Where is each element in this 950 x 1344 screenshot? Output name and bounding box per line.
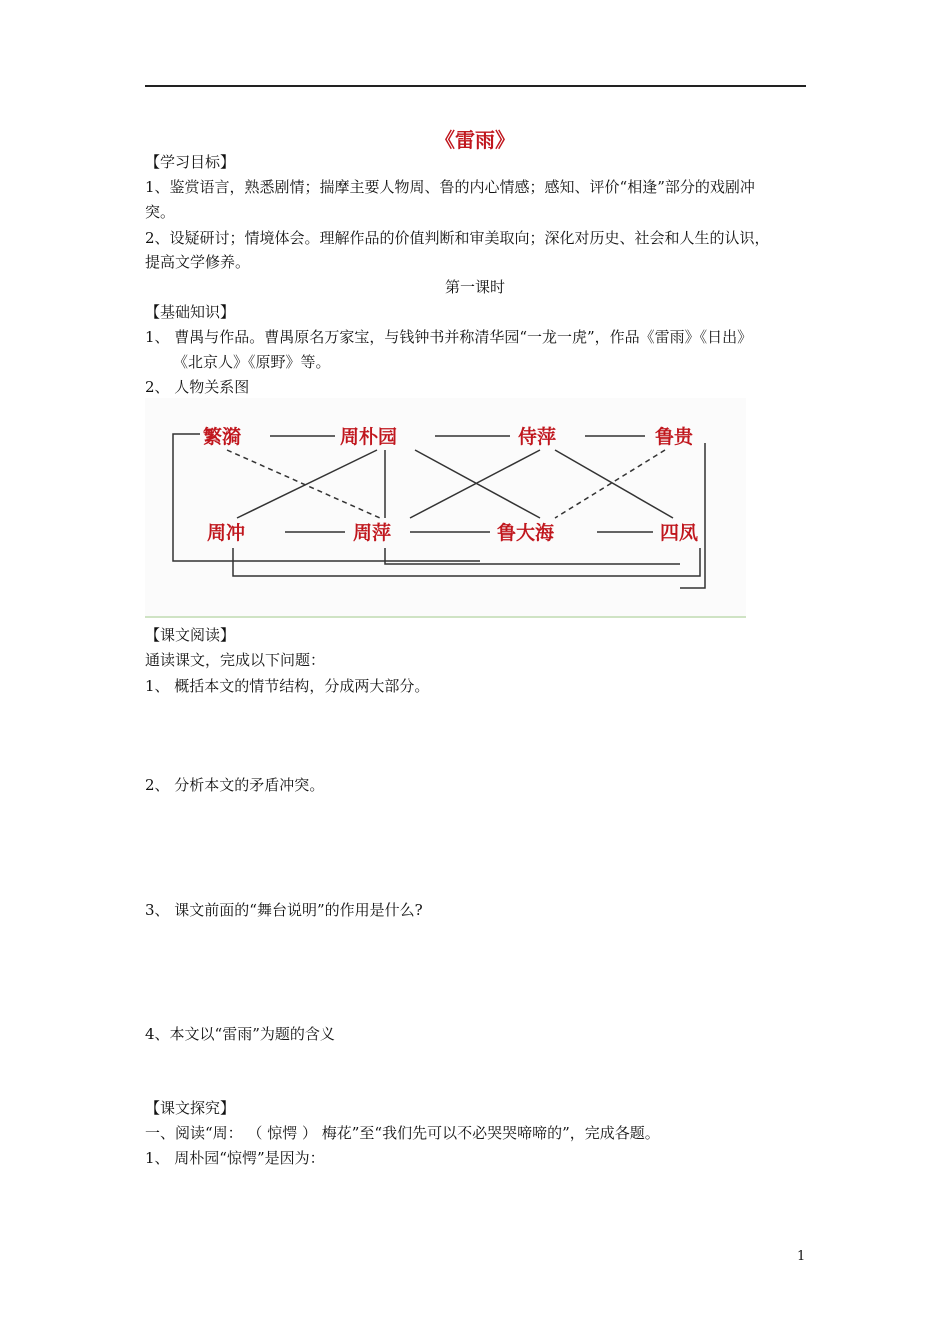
goals-item-2: 2、设疑研讨；情境体会。理解作品的价值判断和审美取向；深化对历史、社会和人生的认识， bbox=[145, 229, 770, 247]
goals-heading: 【学习目标】 bbox=[145, 153, 236, 171]
node-zhouping: 周萍 bbox=[353, 522, 392, 544]
explore-heading: 【课文探究】 bbox=[145, 1099, 236, 1117]
node-shiping: 侍萍 bbox=[518, 426, 557, 448]
diagram-underline bbox=[145, 616, 746, 618]
goals-item-1: 1、鉴赏语言，熟悉剧情；揣摩主要人物周、鲁的内心情感；感知、评价“相逢”部分的戏剧冲 bbox=[145, 178, 755, 196]
basics-item-2: 2、 人物关系图 bbox=[145, 378, 250, 396]
reading-question-1: 1、 概括本文的情节结构，分成两大部分。 bbox=[145, 677, 430, 695]
reading-question-3: 3、 课文前面的“舞台说明”的作用是什么? bbox=[145, 901, 423, 919]
goals-item-1-cont: 突。 bbox=[145, 203, 176, 221]
header-rule bbox=[145, 85, 806, 87]
node-zhouchong: 周冲 bbox=[207, 522, 246, 544]
goals-item-2-cont: 提高文学修养。 bbox=[145, 253, 251, 271]
basics-heading: 【基础知识】 bbox=[145, 303, 236, 321]
page-number: 1 bbox=[797, 1249, 806, 1264]
basics-item-1: 1、 曹禺与作品。曹禺原名万家宝，与钱钟书并称清华园“一龙一虎”，作品《雷雨》《日出》 bbox=[145, 328, 753, 346]
reading-question-2: 2、 分析本文的矛盾冲突。 bbox=[145, 776, 325, 794]
reading-intro: 通读课文，完成以下问题： bbox=[145, 651, 326, 669]
reading-question-4: 4、本文以“雷雨”为题的含义 bbox=[145, 1025, 335, 1043]
node-ludahai: 鲁大海 bbox=[497, 522, 555, 544]
explore-question-1: 1、 周朴园“惊愕”是因为： bbox=[145, 1149, 325, 1167]
character-relationship-diagram bbox=[145, 398, 746, 617]
node-sifeng: 四凤 bbox=[660, 522, 699, 544]
node-fanyi: 繁漪 bbox=[203, 426, 242, 448]
document-title: 《雷雨》 bbox=[435, 128, 515, 152]
reading-heading: 【课文阅读】 bbox=[145, 626, 236, 644]
node-zhoupuyuan: 周朴园 bbox=[340, 426, 398, 448]
basics-item-1-cont: 《北京人》《原野》等。 bbox=[173, 353, 331, 371]
relationship-diagram-svg bbox=[145, 398, 746, 617]
node-lugui: 鲁贵 bbox=[655, 426, 694, 448]
lesson-label: 第一课时 bbox=[444, 278, 505, 296]
explore-part-1: 一、阅读“周： （ 惊愕 ） 梅花”至“我们先可以不必哭哭啼啼的”，完成各题。 bbox=[145, 1124, 660, 1142]
